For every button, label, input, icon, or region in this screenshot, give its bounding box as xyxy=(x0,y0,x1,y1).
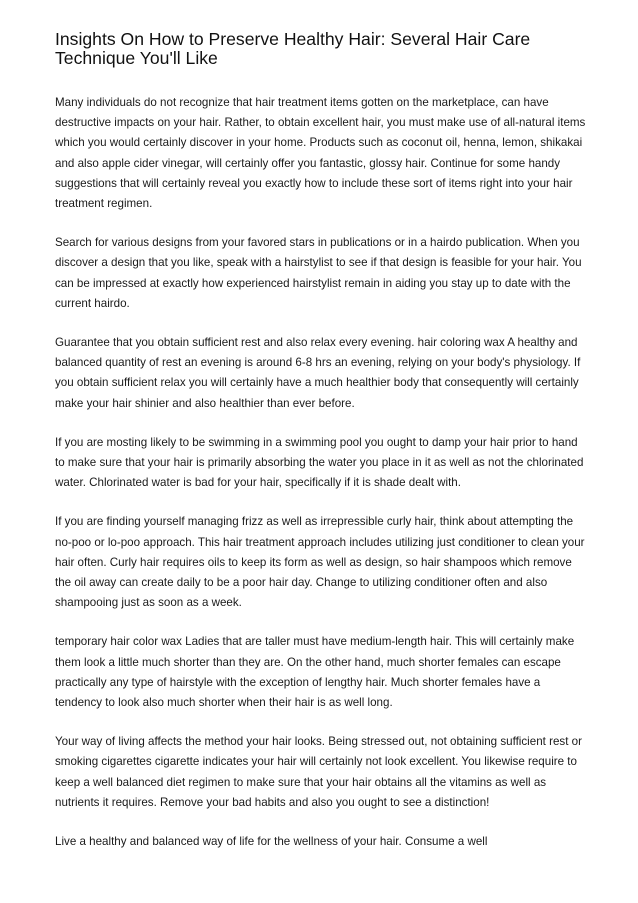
paragraph: Your way of living affects the method your hair looks. Being stressed out, not obtaining sufficient rest or smoking cigarettes cigarette indicates your hair will certainly not look excellent. You likewise require to keep a well balanced diet regimen to make sure that your hair obtains all the vitamins as well as nutrients it requires. Remove your bad habits and also you ought to see a distinction! xyxy=(55,735,582,809)
paragraph: Live a healthy and balanced way of life for the wellness of your hair. Consume a well xyxy=(55,835,488,849)
paragraph: Guarantee that you obtain sufficient rest and also relax every evening. hair coloring wax A healthy and balanced quantity of rest an evening is around 6-8 hrs an evening, relying on your body's physiology. If you obtain sufficient relax you will certainly have a much healthier body that consequently will certainly make your hair shinier and also healthier than ever before. xyxy=(55,336,581,410)
paragraph: If you are mosting likely to be swimming in a swimming pool you ought to damp your hair prior to hand to make sure that your hair is primarily absorbing the water you place in it as well as not the chlorinated water. Chlorinated water is bad for your hair, specifically if it is shade dealt with. xyxy=(55,435,584,490)
paragraph: temporary hair color wax Ladies that are taller must have medium-length hair. This will certainly make them look a little much shorter than they are. On the other hand, much shorter females can escape practically any type of hairstyle with the exception of lengthy hair. Much shorter females have a tendency to look also much shorter when their hair is as well long. xyxy=(55,635,575,710)
paragraph: Many individuals do not recognize that hair treatment items gotten on the marketplace, can have destructive impacts on your hair. Rather, to obtain excellent hair, you must make use of all-natural items which you would certainly discover in your home. Products such as coconut oil, henna, lemon, shikakai and also apple cider vinegar, will certainly offer you fantastic, glossy hair. Continue for some handy suggestions that will certainly reveal you exactly how to include these sort of items right into your hair treatment regimen. xyxy=(55,96,586,211)
document-page xyxy=(55,30,587,871)
paragraph: If you are finding yourself managing frizz as well as irrepressible curly hair, think about attempting the no-poo or lo-poo approach. This hair treatment approach includes utilizing just conditioner to clean your hair often. Curly hair requires oils to keep its form as well as design, so hair shampoos which remove the oil away can create daily to be a poor hair day. Change to utilizing conditioner often and also shampooing just as soon as a week. xyxy=(55,515,585,610)
document-title: Insights On How to Preserve Healthy Hair: Several Hair Care Technique You'll Like xyxy=(55,29,531,68)
paragraph: Search for various designs from your favored stars in publications or in a hairdo publication. When you discover a design that you like, speak with a hairstylist to see if that design is feasible for your hair. You can be impressed at exactly how experienced hairstylist remain in aiding you stay up to date with the current hairdo. xyxy=(55,236,582,310)
